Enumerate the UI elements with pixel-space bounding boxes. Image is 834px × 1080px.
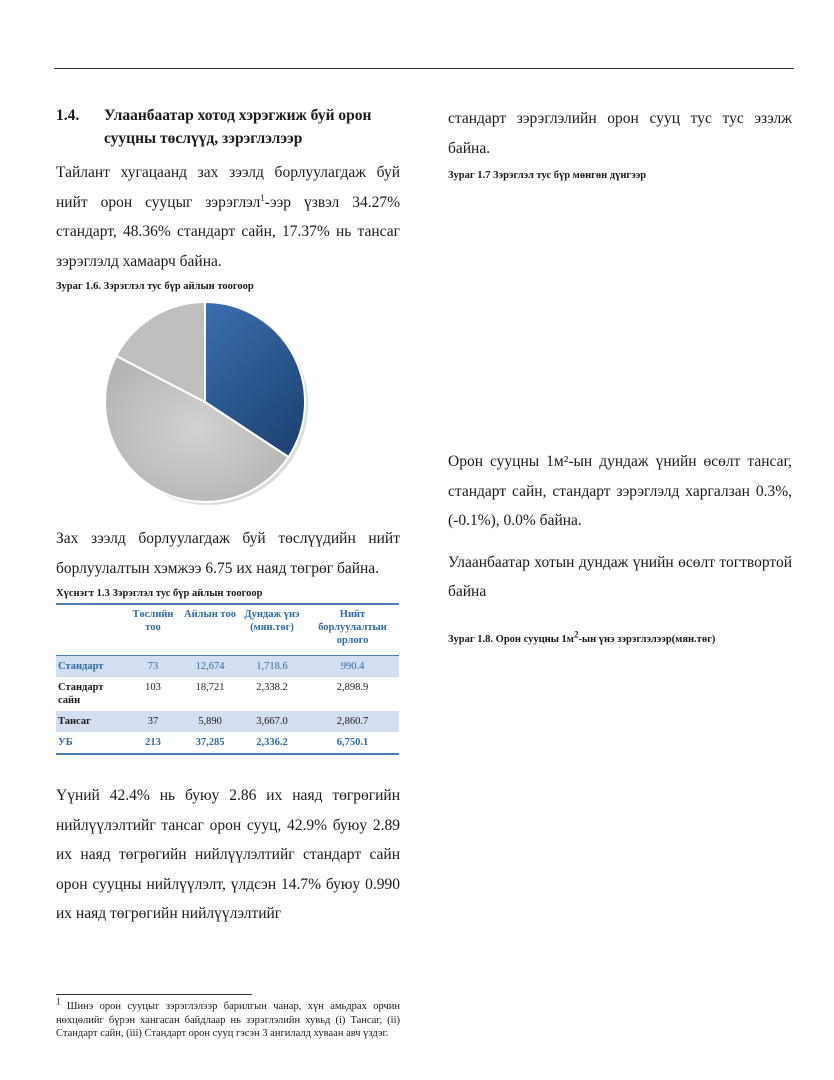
table-row: Тансаг 37 5,890 3,667.0 2,860.7 [56,711,399,732]
table-header-avg-price: Дундаж үнэ (мян.төг) [238,604,306,656]
section-heading [56,104,400,150]
footnote-rule [56,994,252,995]
footnote-ref[interactable]: 1 [260,192,265,203]
supply-paragraph: Үүний 42.4% нь буюу 2.86 их наяд төгрөгийн нийлүүлэлтийг тансаг орон сууц, 42.9% буюу 2.89 их наяд төгрөгийн нийлүүлэлтийг стандарт сайн орон сууцны нийлүүлэлт, үлдсэн 14.7% буюу 0.990 их наяд төгрөгийн нийлүүлэлтийг [56,787,400,922]
footnote-marker: 1 [56,996,61,1007]
table-row: Стандарт сайн 103 18,721 2,338.2 2,898.9 [58,682,369,706]
figure-1-7-area [448,185,792,447]
pie-chart-svg [103,300,311,508]
table-header-empty [56,604,124,656]
pie-chart-1-6 [103,300,311,508]
table-row: Стандарт 73 12,674 1,718.6 990.4 [56,656,399,678]
intro-paragraph: Тайлант хугацаанд зах зээлд борлуулагдаж буй нийт орон сууцыг зэрэглэл$^1$-ээр үзвэл 34.27% стандарт, 48.36% стандарт сайн, 17.37% нь тансаг зэрэглэлд хамаарч байна. [56,164,400,270]
footnote [56,996,400,1041]
table-header-units: Айлын тоо [182,604,238,656]
table-spacer [56,755,400,781]
sales-paragraph: Зах зээлд борлуулагдаж буй төслүүдийн нийт борлуулалтын хэмжээ 6.75 их наяд төгрөг байна. [56,530,400,577]
table-1-3 [56,603,399,755]
table-row: УБ 213 37,285 2,336.2 6,750.1 [58,737,369,748]
right-column [448,104,792,649]
footnote-text: Шинэ орон сууцыг зэрэглэлээр барилгын чанар, хүн амьдрах орчин нөхцөлийг бүрэн хангасан байдлаар нь зэрэглэлийн хувьд (i) Тансаг, (ii) Стандарт сайн, (iii) Стандарт орон сууц гэсэн 3 ангилалд хуваан авч үздэг. [56,1001,400,1039]
left-column [56,104,400,929]
section-number: 1.4. [56,107,80,124]
standard-share-paragraph: стандарт зэрэглэлийн орон сууц тус тус эзэлж байна. [448,110,792,157]
figure-1-6-caption: Зураг 1.6. Зэрэглэл тус бүр айлын тоогоор [56,281,254,292]
table-header-revenue: Нийт борлуулалтын орлого [306,604,399,656]
section-title: Улаанбаатар хотод хэрэгжиж буй орон сууцны төслүүд, зэрэглэлээр [104,107,372,147]
figure-1-8-caption: Зураг 1.8. Орон сууцны $1м^2-ын$ үнэ зэрэглэлээр(мян.төг) [448,629,716,645]
table-header-projects: Төслийн тоо [124,604,182,656]
price-growth-paragraph: Орон сууцны 1м²-ын дундаж үнийн өсөлт тансаг, стандарт сайн, стандарт зэрэглэлд харгалзан 0.3%, (-0.1%), 0.0% байна. [448,453,792,529]
stable-price-paragraph: Улаанбаатар хотын дундаж үнийн өсөлт тогтвортой байна [448,553,792,600]
header-rule [54,68,794,69]
table-1-3-caption: Хүснэгт 1.3 Зэрэглэл тус бүр айлын тоогоор [56,588,263,599]
figure-1-7-caption: Зураг 1.7 Зэрэглэл тус бүр мөнгөн дүнгээр [448,170,647,181]
